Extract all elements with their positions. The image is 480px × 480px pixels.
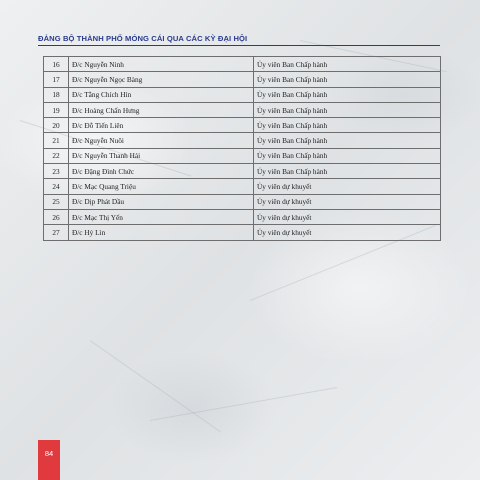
member-name-cell: Đ/c Nguyễn Ninh	[69, 57, 254, 72]
member-role-cell: Ủy viên dự khuyết	[254, 194, 441, 209]
member-role-cell: Ủy viên Ban Chấp hành	[254, 133, 441, 148]
member-role-cell: Ủy viên dự khuyết	[254, 209, 441, 224]
row-number-cell: 23	[44, 164, 69, 179]
row-number-cell: 22	[44, 148, 69, 163]
table-row	[44, 194, 441, 209]
table-row	[44, 179, 441, 194]
member-name-cell: Đ/c Tằng Chích Hìn	[69, 87, 254, 102]
row-number-cell: 21	[44, 133, 69, 148]
members-table	[43, 56, 441, 241]
row-number-cell: 19	[44, 102, 69, 117]
row-number-cell: 25	[44, 194, 69, 209]
header-divider	[38, 45, 440, 46]
table-row	[44, 148, 441, 163]
member-name-cell: Đ/c Hoàng Chấn Hưng	[69, 102, 254, 117]
table-row	[44, 57, 441, 72]
row-number-cell: 18	[44, 87, 69, 102]
row-number-cell: 16	[44, 57, 69, 72]
member-role-cell: Ủy viên Ban Chấp hành	[254, 102, 441, 117]
table-row	[44, 118, 441, 133]
member-name-cell: Đ/c Đặng Đình Chức	[69, 164, 254, 179]
table-row	[44, 102, 441, 117]
member-role-cell: Ủy viên Ban Chấp hành	[254, 164, 441, 179]
table-row	[44, 87, 441, 102]
member-name-cell: Đ/c Nguyễn Thanh Hải	[69, 148, 254, 163]
page-number: 84	[44, 449, 54, 458]
member-role-cell: Ủy viên Ban Chấp hành	[254, 118, 441, 133]
member-name-cell: Đ/c Nguyễn Ngọc Bàng	[69, 72, 254, 87]
row-number-cell: 26	[44, 209, 69, 224]
table-row	[44, 209, 441, 224]
members-table-body	[44, 57, 441, 241]
table-row	[44, 72, 441, 87]
member-role-cell: Ủy viên Ban Chấp hành	[254, 72, 441, 87]
member-name-cell: Đ/c Đỗ Tiến Liên	[69, 118, 254, 133]
member-role-cell: Ủy viên Ban Chấp hành	[254, 87, 441, 102]
row-number-cell: 27	[44, 225, 69, 240]
marble-vein	[150, 387, 337, 421]
member-name-cell: Đ/c Nguyễn Nuôi	[69, 133, 254, 148]
row-number-cell: 20	[44, 118, 69, 133]
member-role-cell: Ủy viên dự khuyết	[254, 225, 441, 240]
member-name-cell: Đ/c Hỷ Lìn	[69, 225, 254, 240]
member-name-cell: Đ/c Dịp Phát Dầu	[69, 194, 254, 209]
table-row	[44, 133, 441, 148]
member-role-cell: Ủy viên dự khuyết	[254, 179, 441, 194]
row-number-cell: 17	[44, 72, 69, 87]
running-header-title: ĐẢNG BỘ THÀNH PHỐ MÓNG CÁI QUA CÁC KỲ ĐẠI HỘI	[38, 34, 248, 43]
table-row	[44, 164, 441, 179]
table-row	[44, 225, 441, 240]
member-role-cell: Ủy viên Ban Chấp hành	[254, 148, 441, 163]
page-number-tab	[38, 440, 60, 480]
member-role-cell: Ủy viên Ban Chấp hành	[254, 57, 441, 72]
row-number-cell: 24	[44, 179, 69, 194]
member-name-cell: Đ/c Mạc Quang Triệu	[69, 179, 254, 194]
member-name-cell: Đ/c Mạc Thị Yến	[69, 209, 254, 224]
